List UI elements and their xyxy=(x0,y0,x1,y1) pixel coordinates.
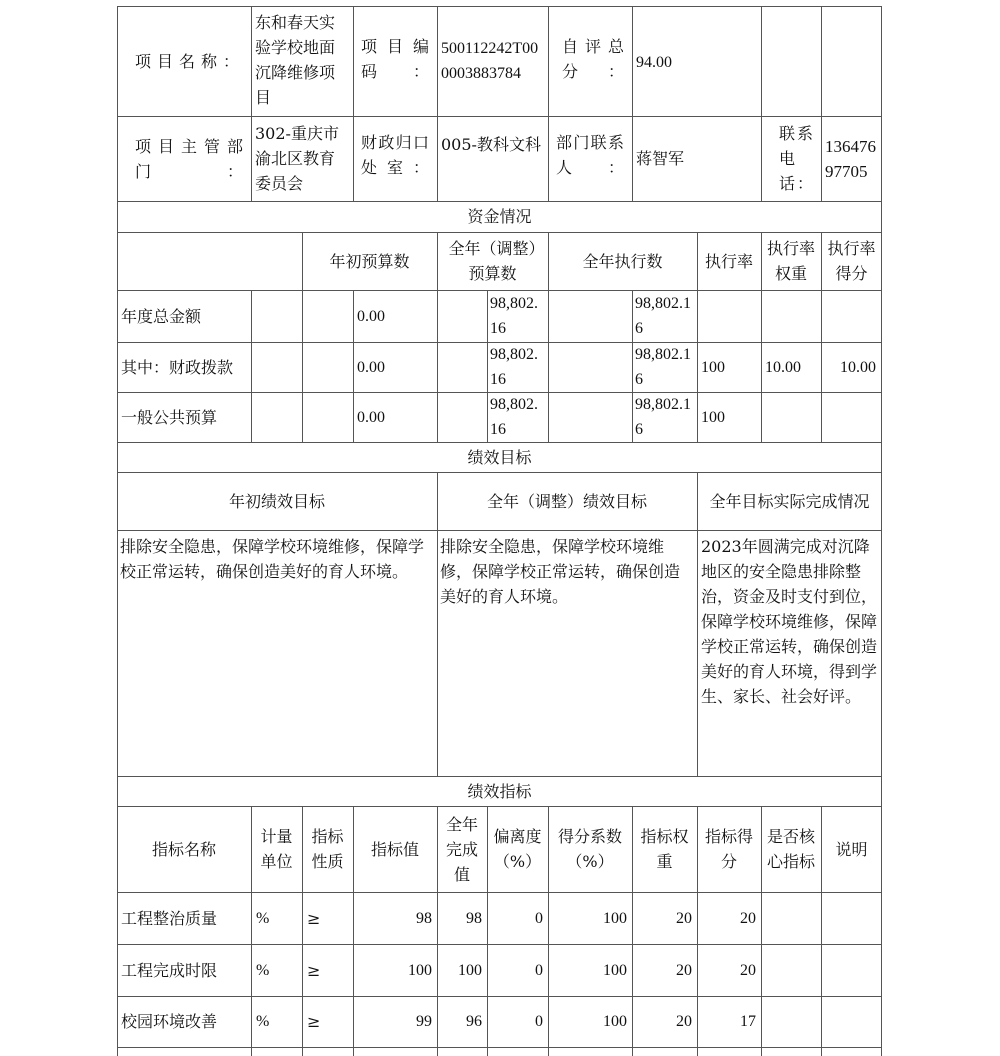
goals-adjusted-text: 排除安全隐患，保障学校环境维修，保障学校正常运转，确保创造美好的育人环境。 xyxy=(440,537,681,606)
fund-row-score xyxy=(821,290,882,342)
fund-row-label: 一般公共预算 xyxy=(121,407,218,427)
fund-row-adjusted: 98,802.16 xyxy=(490,295,538,337)
funds-header-score: 执行率得分 xyxy=(827,239,876,283)
ind-header-deviation: 偏离度（%） xyxy=(493,827,542,871)
fund-row-executed: 98,802.16 xyxy=(635,295,691,337)
indicator-coef: 100 xyxy=(603,961,627,979)
fund-row-initial: 0.00 xyxy=(357,408,385,426)
ind-header-weight: 指标权重 xyxy=(640,827,689,871)
indicator-value: 98 xyxy=(416,909,432,927)
goals-actual-text: 2023年圆满完成对沉降地区的安全隐患排除整治，资金及时支付到位，保障学校环境维修，保障学校正常运转，确保创造美好的育人环境，得到学生、家长、社会好评。 xyxy=(701,537,878,706)
funds-header-executed: 全年执行数 xyxy=(582,251,663,271)
fund-row-rate xyxy=(697,290,761,342)
ind-header-nature: 指标性质 xyxy=(311,827,344,871)
indicator-deviation: 0 xyxy=(535,1013,543,1030)
funds-header-adjusted: 全年（调整）预算数 xyxy=(448,239,537,283)
fund-row-label: 年度总金额 xyxy=(121,306,202,326)
performance-evaluation-sheet xyxy=(117,6,882,1056)
ind-header-unit: 计量单位 xyxy=(260,827,293,871)
fund-row-executed: 98,802.16 xyxy=(635,346,691,388)
project-name-value: 东和春天实验学校地面沉降维修项目 xyxy=(255,13,336,107)
indicator-nature: ≥ xyxy=(307,908,321,928)
indicator-done: 98 xyxy=(466,909,482,927)
indicator-nature: ≥ xyxy=(307,1012,321,1031)
funds-header-rate: 执行率 xyxy=(704,251,753,271)
fund-row-weight: 10.00 xyxy=(765,358,801,376)
indicator-name: 校园环境改善 xyxy=(121,1012,218,1031)
indicator-score: 17 xyxy=(740,1013,756,1030)
contact-value: 蒋智军 xyxy=(636,149,685,168)
phone-label: 联系电话： xyxy=(779,124,813,193)
ind-header-done: 全年完成值 xyxy=(446,814,479,884)
indicator-value: 100 xyxy=(408,961,432,979)
fund-row-rate: 100 xyxy=(701,358,725,376)
ind-header-coef: 得分系数（%） xyxy=(557,827,622,871)
contact-label: 部门联系人： xyxy=(556,133,624,177)
indicators-section-title: 绩效指标 xyxy=(467,781,532,801)
fund-row-initial: 0.00 xyxy=(357,358,385,376)
indicator-unit: % xyxy=(256,1013,270,1030)
fund-row-executed: 98,802.16 xyxy=(635,396,691,438)
ind-header-name: 指标名称 xyxy=(151,839,216,859)
indicator-name: 工程完成时限 xyxy=(121,960,218,980)
indicator-weight: 20 xyxy=(676,1013,692,1030)
project-name-label: 项目名称： xyxy=(135,51,239,71)
ind-header-note: 说明 xyxy=(835,839,868,859)
self-score-value: 94.00 xyxy=(636,54,672,71)
goals-header-initial: 年初绩效目标 xyxy=(228,491,325,511)
fund-row-weight xyxy=(761,290,821,342)
indicator-core xyxy=(761,996,821,1047)
goals-header-adjusted: 全年（调整）绩效目标 xyxy=(486,491,647,511)
phone-value: 13647697705 xyxy=(825,136,876,181)
fund-row-label: 其中：财政拨款 xyxy=(121,357,234,377)
indicator-weight: 20 xyxy=(676,961,692,979)
self-score-label: 自评总分： xyxy=(562,37,624,81)
indicator-coef: 100 xyxy=(603,1013,627,1030)
indicator-unit: % xyxy=(256,909,270,927)
indicator-name: 工程整治质量 xyxy=(121,908,218,928)
indicator-done: 100 xyxy=(458,961,482,979)
indicator-deviation: 0 xyxy=(535,909,543,927)
indicator-core xyxy=(761,944,821,996)
project-code-value: 500112242T000003883784 xyxy=(441,40,539,82)
indicator-unit: % xyxy=(256,961,270,979)
funds-header-weight: 执行率权重 xyxy=(766,239,815,283)
finance-office-value: 005-教科文科 xyxy=(441,135,541,154)
ind-header-core: 是否核心指标 xyxy=(766,827,815,871)
fund-row-adjusted: 98,802.16 xyxy=(490,346,538,388)
indicator-deviation: 0 xyxy=(535,961,543,979)
indicator-done: 96 xyxy=(466,1013,482,1030)
project-code-label: 项目编码： xyxy=(361,37,429,81)
fund-row-score: 10.00 xyxy=(840,358,876,376)
fund-row-rate: 100 xyxy=(701,408,725,426)
dept-label: 项目主管部门： xyxy=(135,136,243,181)
fund-row-initial: 0.00 xyxy=(357,307,385,325)
indicator-score: 20 xyxy=(740,961,756,979)
indicator-value: 99 xyxy=(416,1013,432,1030)
goals-header-actual: 全年目标实际完成情况 xyxy=(709,491,870,511)
indicator-note xyxy=(821,892,882,944)
ind-header-score: 指标得分 xyxy=(704,827,753,871)
funds-header-initial: 年初预算数 xyxy=(329,251,410,271)
fund-row-score xyxy=(821,392,882,442)
funds-section-title: 资金情况 xyxy=(467,207,532,226)
indicator-nature: ≥ xyxy=(307,960,321,980)
finance-office-label: 财政归口处室： xyxy=(361,133,429,177)
indicator-note xyxy=(821,944,882,996)
indicator-core xyxy=(761,892,821,944)
indicator-score: 20 xyxy=(740,909,756,927)
fund-row-adjusted: 98,802.16 xyxy=(490,396,538,438)
indicator-coef: 100 xyxy=(603,909,627,927)
goals-section-title: 绩效目标 xyxy=(467,447,532,467)
dept-value: 302-重庆市渝北区教育委员会 xyxy=(255,124,339,193)
indicator-weight: 20 xyxy=(676,909,692,927)
goals-initial-text: 排除安全隐患，保障学校环境维修，保障学校正常运转，确保创造美好的育人环境。 xyxy=(120,537,425,581)
indicator-note xyxy=(821,996,882,1047)
ind-header-value: 指标值 xyxy=(370,839,419,859)
fund-row-weight xyxy=(761,392,821,442)
